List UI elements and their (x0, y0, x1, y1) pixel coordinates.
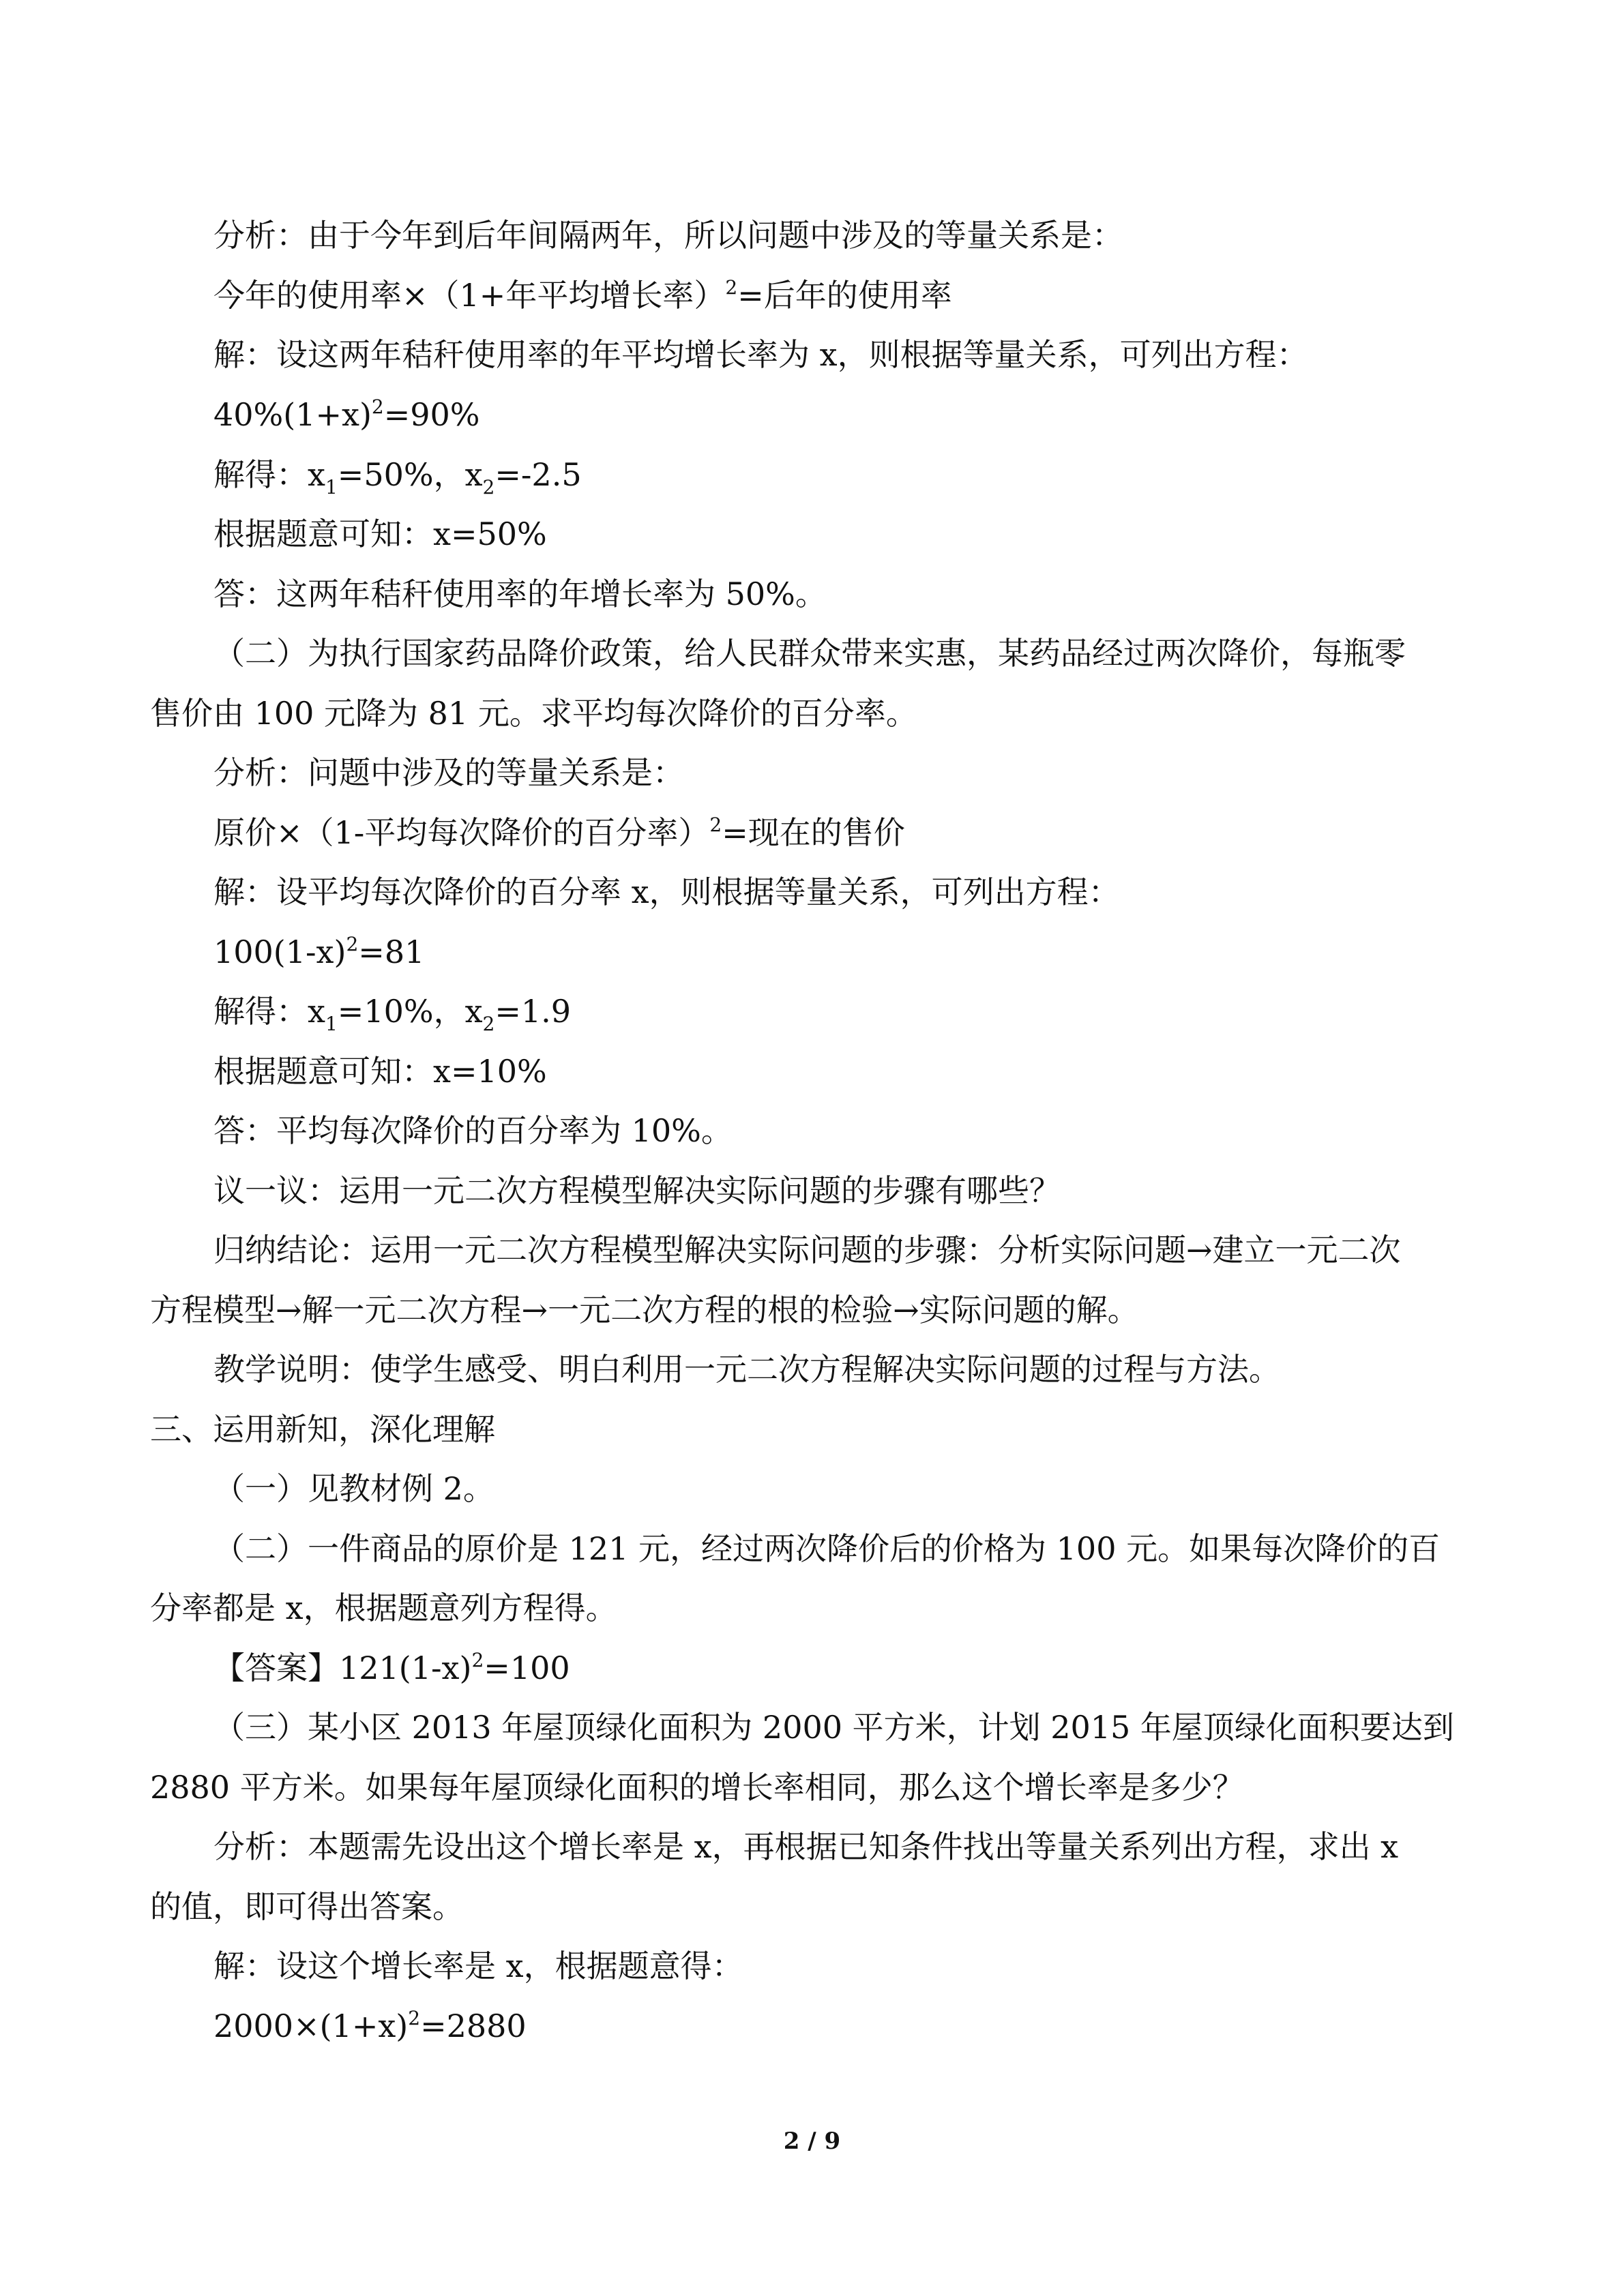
answer-line: 【答案】$121(1-x)^2=100$ (213, 1649, 570, 1686)
answer-line: 答：平均每次降价的百分率为 10%。 (213, 1112, 733, 1149)
text-line: 今年的使用率×（1+年平均增长率）$^2$=后年的使用率 (213, 276, 952, 314)
problem-line: （三）某小区 2013 年屋顶绿化面积为 2000 平方米，计划 2015 年屋顶绿化面积要达到 (213, 1709, 1454, 1746)
equation-line: $100(1-x)^2=81$ (213, 933, 425, 970)
text-line: 分析：本题需先设出这个增长率是 x，再根据已知条件找出等量关系列出方程，求出 x (213, 1828, 1399, 1865)
text-line: （一）见教材例 2。 (213, 1470, 494, 1507)
answer-line: 答：这两年秸秆使用率的年增长率为 50%。 (213, 576, 827, 612)
text-line: 根据题意可知：x=10% (213, 1053, 547, 1090)
equation-line: $2000\times(1+x)^2=2880$ (213, 2007, 527, 2044)
page-number: 2 / 9 (783, 2128, 841, 2155)
problem-line: 分率都是 x，根据题意列方程得。 (150, 1590, 617, 1626)
text-line: 议一议：运用一元二次方程模型解决实际问题的步骤有哪些？ (213, 1172, 1061, 1209)
solution-line: 解得：$x_1=50\%$，$x_2=-2.5$ (213, 456, 582, 498)
text-line: 解：设这个增长率是 x，根据题意得： (213, 1948, 743, 1984)
text-line: 方程模型→解一元二次方程→一元二次方程的根的检验→实际问题的解。 (150, 1292, 1139, 1328)
text-line: 根据题意可知：x=50% (213, 516, 547, 552)
text-line: 分析：由于今年到后年间隔两年，所以问题中涉及的等量关系是： (213, 217, 1123, 254)
section-heading: 三、运用新知，深化理解 (150, 1411, 495, 1448)
solution-line: 解得：$x_1=10\%$，$x_2=1.9$ (213, 993, 572, 1035)
text-line: 原价×（1-平均每次降价的百分率）$^2$=现在的售价 (213, 814, 905, 851)
text-line: 归纳结论：运用一元二次方程模型解决实际问题的步骤：分析实际问题→建立一元二次 (213, 1232, 1401, 1268)
text-line: 教学说明：使学生感受、明白利用一元二次方程解决实际问题的过程与方法。 (213, 1351, 1280, 1388)
problem-line: （二）一件商品的原价是 121 元，经过两次降价后的价格为 100 元。如果每次降价的百 (213, 1530, 1441, 1567)
problem-line: 售价由 100 元降为 81 元。求平均每次降价的百分率。 (150, 695, 917, 732)
equation-line: $40\%(1+x)^2=90\%$ (213, 396, 480, 433)
text-line: 解：设平均每次降价的百分率 x，则根据等量关系，可列出方程： (213, 874, 1120, 910)
problem-line: 2880 平方米。如果每年屋顶绿化面积的增长率相同，那么这个增长率是多少？ (150, 1769, 1244, 1806)
text-line: 分析：问题中涉及的等量关系是： (213, 754, 684, 791)
text-line: 的值，即可得出答案。 (150, 1888, 464, 1925)
text-line: 解：设这两年秸秆使用率的年平均增长率为 x，则根据等量关系，可列出方程： (213, 336, 1308, 373)
problem-line: （二）为执行国家药品降价政策，给人民群众带来实惠，某药品经过两次降价，每瓶零 (213, 635, 1406, 672)
